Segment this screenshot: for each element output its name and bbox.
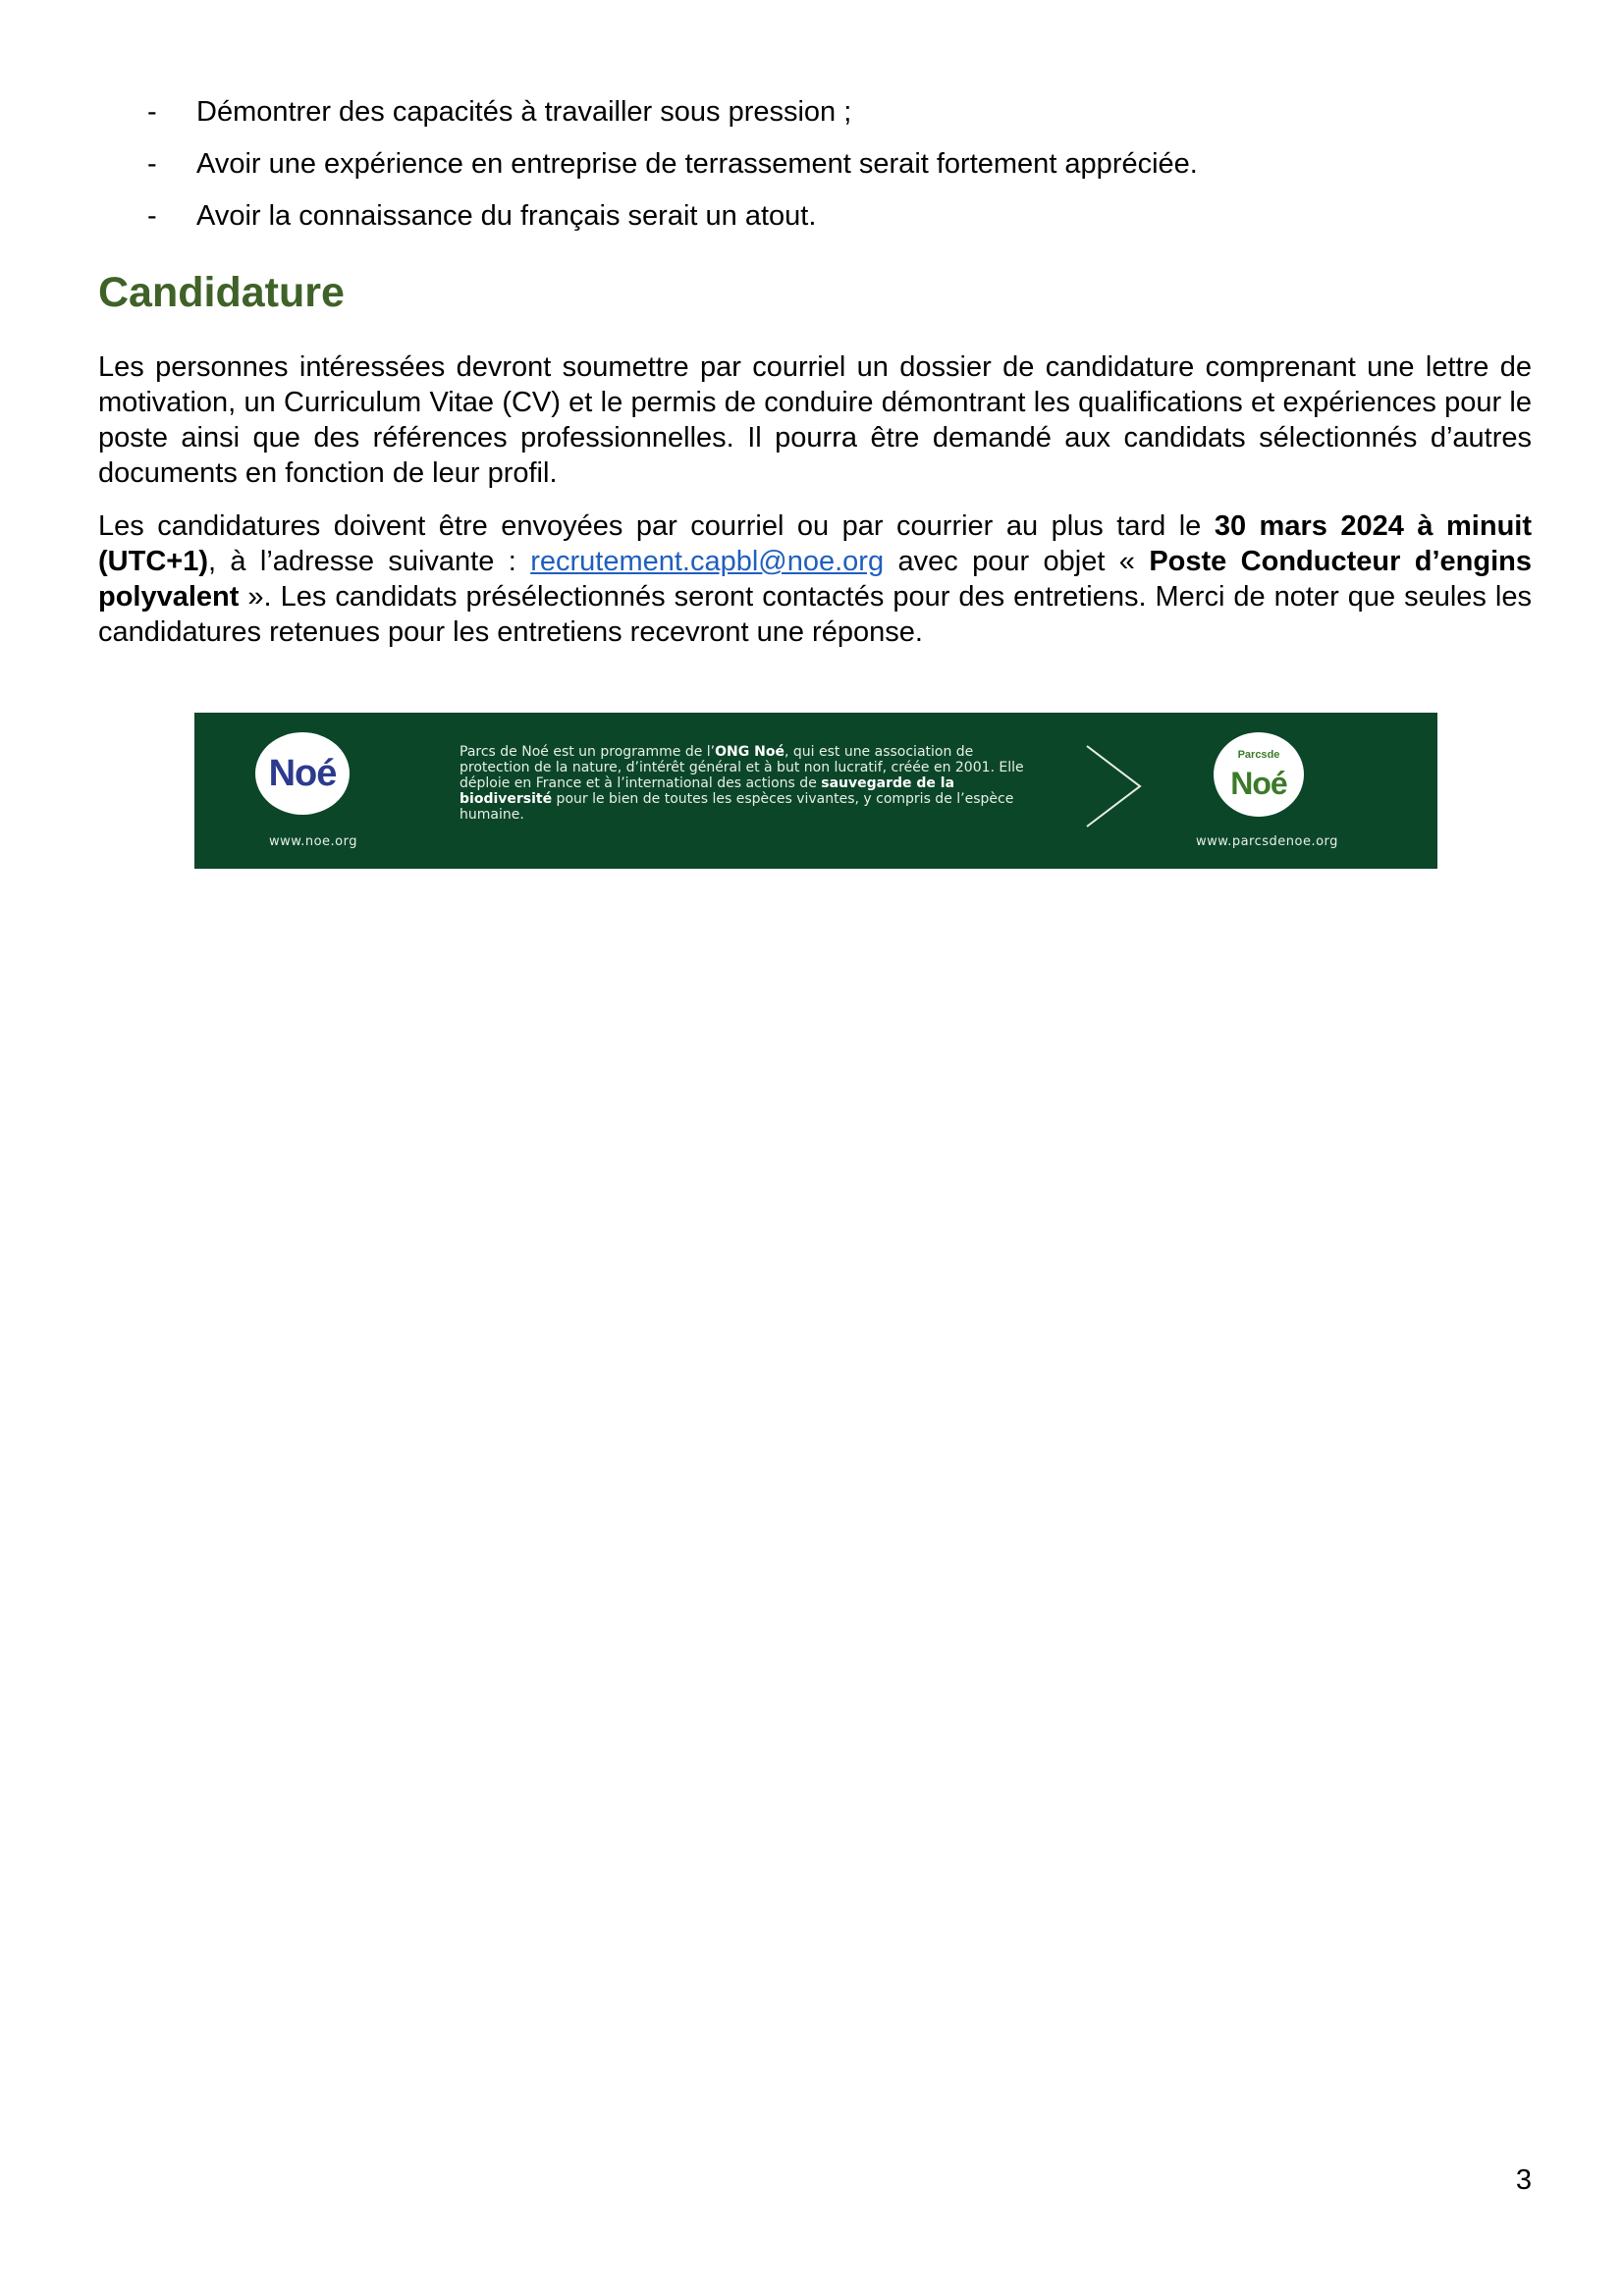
requirements-list bbox=[98, 95, 1532, 251]
banner-text: pour le bien de toutes les espèces vivantes, y compris de l’espèce humaine. bbox=[460, 791, 1014, 823]
parcs-url[interactable]: www.parcsdenoe.org bbox=[1196, 834, 1338, 849]
paragraph-text: , à l’adresse suivante : bbox=[207, 546, 531, 577]
chevron-right-icon bbox=[1083, 742, 1146, 830]
list-item bbox=[98, 199, 1532, 233]
parcs-logo-name: Noé bbox=[1230, 765, 1287, 801]
paragraph-application: Les personnes intéressées devront soumettre par courriel un dossier de candidature comprenant une lettre de motivation, un Curriculum Vitae (CV) et le permis de conduire démontrant les qualifications et expériences pour le poste ainsi que des références professionnelles. Il pourra être demandé aux candidats sélectionnés d’autres documents en fonction de leur profil. bbox=[98, 351, 1532, 489]
deadline: 30 mars 2024 à minuit (UTC+1) bbox=[98, 510, 1532, 577]
parcs-logo-word: Parcs bbox=[1237, 749, 1268, 762]
list-item bbox=[98, 147, 1532, 181]
list-item-text: Avoir une expérience en entreprise de terrassement serait fortement appréciée. bbox=[196, 148, 1198, 180]
parcs-de-noe-logo bbox=[1214, 732, 1304, 817]
banner-description bbox=[460, 744, 1039, 823]
noe-logo bbox=[255, 732, 350, 815]
parcs-logo-de: de bbox=[1267, 749, 1280, 762]
banner-text: Parcs de Noé est un programme de l’ bbox=[460, 744, 716, 760]
list-item bbox=[98, 95, 1532, 129]
section-heading: Candidature bbox=[98, 269, 345, 316]
list-item-text: Avoir la connaissance du français serait un atout. bbox=[196, 200, 817, 232]
banner-text: , qui est une association de protection de la nature, d’intérêt général et à but non lucratif, créée en 2001. Elle déploie en France et à l’international des actions de bbox=[460, 744, 1024, 791]
banner-bold: ONG Noé bbox=[715, 744, 784, 760]
paragraph-text: Les candidatures doivent être envoyées par courriel ou par courrier au plus tard le bbox=[98, 510, 1215, 542]
noe-logo-text: Noé bbox=[268, 752, 337, 794]
page-number: 3 bbox=[1515, 2164, 1532, 2196]
email-link[interactable]: recrutement.capbl@noe.org bbox=[530, 546, 885, 577]
paragraph-text: avec pour objet « bbox=[884, 546, 1150, 577]
bullet-dash: - bbox=[147, 148, 157, 180]
bullet-dash: - bbox=[147, 200, 157, 232]
subject-line: Poste Conducteur d’engins polyvalent bbox=[98, 546, 1532, 613]
noe-url[interactable]: www.noe.org bbox=[269, 834, 357, 849]
paragraph-text: ». Les candidats présélectionnés seront contactés pour des entretiens. Merci de noter que seules les candidatures retenues pour les entretiens recevront une réponse. bbox=[98, 581, 1532, 648]
noe-banner bbox=[194, 713, 1437, 869]
paragraph-instructions bbox=[98, 508, 1532, 650]
list-item-text: Démontrer des capacités à travailler sous pression ; bbox=[196, 96, 852, 128]
banner-bold: sauvegarde de la biodiversité bbox=[460, 775, 955, 807]
bullet-dash: - bbox=[147, 96, 157, 128]
